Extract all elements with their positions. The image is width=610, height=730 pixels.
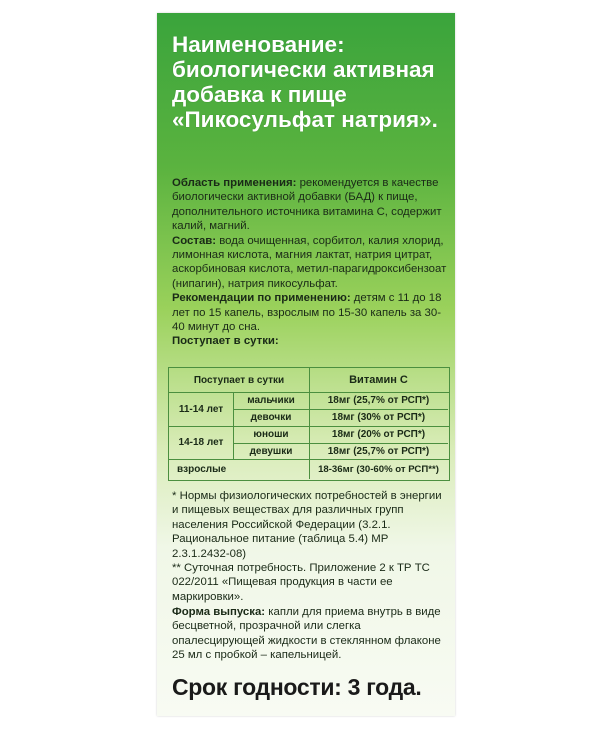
product-title: Наименование: биологически активная добавка к пище «Пикосульфат натрия».: [172, 32, 438, 132]
table-adults: взрослые: [177, 463, 227, 475]
daily-paragraph: [172, 334, 447, 348]
table-value: 18-36мг (30-60% от РСП**): [318, 463, 439, 475]
table-group: девочки: [250, 412, 292, 423]
table-value: 18мг (30% от РСП*): [331, 412, 426, 423]
footnotes-block: [172, 489, 447, 604]
description-block: [172, 176, 447, 349]
recommend-paragraph: [172, 291, 447, 334]
recommend-text: детям с 11 до 18 лет по 15 капель, взрослым по 15-30 капель за 30-40 минут до сна.: [172, 292, 442, 334]
table-value: 18мг (25,7% от РСП*): [327, 445, 430, 457]
table-group: мальчики: [247, 395, 295, 406]
table-group: юноши: [253, 429, 289, 440]
composition-text: вода очищенная, сорбитол, калия хлорид, лимонная кислота, магния лактат, натрия цитрат, аскорбиновая кислота, метил-парагидроксибензоат (нипагин), натрия пикосульфат.: [172, 234, 447, 290]
composition-label: Состав:: [172, 234, 217, 247]
table-group: девушки: [249, 445, 293, 457]
table-age-11-14: 11-14 лет: [178, 403, 224, 415]
form-text: капли для приема внутрь в виде бесцветной, прозрачной или слегка опалесцирующей жидкости в стеклянном флаконе 25 мл с пробкой – капельницей.: [172, 606, 441, 662]
table-value: 18мг (25,7% от РСП*): [327, 395, 430, 406]
daily-label: Поступает в сутки:: [172, 335, 279, 348]
expiry-text: Срок годности: 3 года.: [172, 674, 422, 700]
footnote-2: ** Суточная потребность. Приложение 2 к ТР ТС 022/2011 «Пищевая продукция в части ее маркировки».: [172, 562, 430, 603]
form-block: [172, 605, 447, 663]
usage-text: рекомендуется в качестве биологически активной добавки (БАД) к пище, дополнительного источника витамина С, содержит калий, магний.: [172, 177, 442, 233]
composition-paragraph: [172, 234, 447, 292]
usage-label: Область применения:: [172, 177, 297, 189]
table-age-14-18: 14-18 лет: [178, 437, 224, 448]
table-header-intake: Поступает в сутки: [193, 374, 285, 386]
footnote-1: * Нормы физиологических потребностей в энергии и пищевых веществах для различных групп населения Российской Федерации (3.2.1. Рациональное питание (таблица 5.4) МР 2.3.1.2432-08): [172, 490, 442, 560]
recommend-label: Рекомендации по применению:: [172, 292, 351, 305]
table-value: 18мг (20% от РСП*): [331, 429, 426, 440]
form-paragraph: [172, 605, 447, 663]
table-header-vitamin-c: Витамин С: [349, 374, 408, 386]
intake-table: [168, 367, 450, 481]
usage-paragraph: [172, 176, 447, 234]
form-label: Форма выпуска:: [172, 606, 266, 618]
